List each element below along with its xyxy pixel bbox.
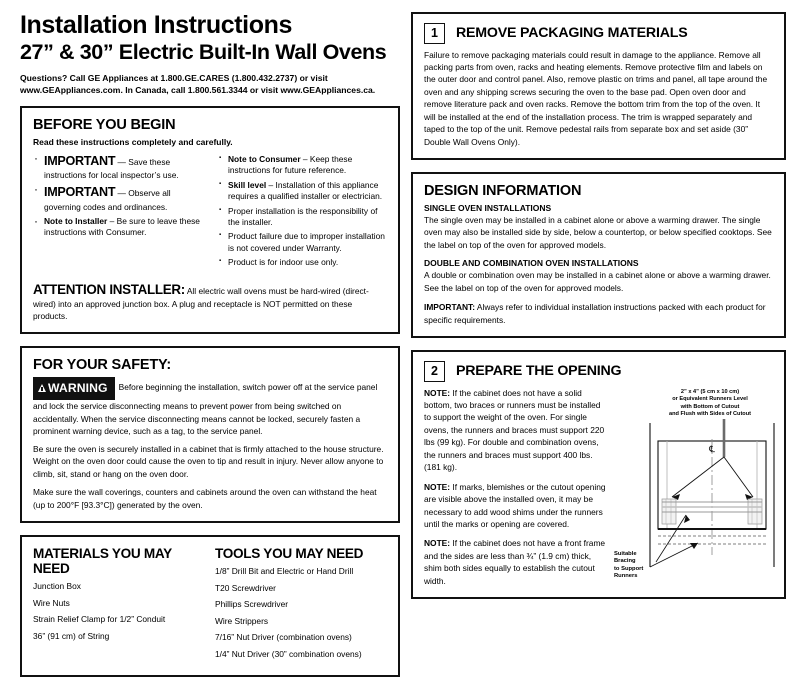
double-oven-body: A double or combination oven may be installed in a cabinet alone or above a warming drawer. See the label on top of the oven for approved models. xyxy=(424,270,771,293)
note-label: NOTE: xyxy=(424,481,451,492)
list-item xyxy=(33,216,203,239)
tools-heading: TOOLS YOU MAY NEED xyxy=(215,545,364,561)
before-you-begin-left-list xyxy=(33,153,203,239)
step-1-panel xyxy=(411,12,786,160)
single-oven-heading: SINGLE OVEN INSTALLATIONS xyxy=(424,203,552,213)
masthead xyxy=(20,12,400,97)
left-column xyxy=(20,12,400,689)
materials-column xyxy=(33,546,205,665)
note-label: NOTE: xyxy=(424,387,451,398)
attention-installer-block xyxy=(33,281,387,323)
figure-caption xyxy=(614,389,792,419)
note-block xyxy=(424,537,606,587)
list-item-text: Proper installation is the responsibility of the installer. xyxy=(228,205,378,228)
materials-heading: MATERIALS YOU MAY NEED xyxy=(33,545,172,576)
note-block xyxy=(424,387,606,474)
list-item: 1/4” Nut Driver (30” combination ovens) xyxy=(215,648,362,659)
step-2-header xyxy=(424,361,773,382)
step-2-title: PREPARE THE OPENING xyxy=(455,363,622,380)
list-item xyxy=(33,153,203,182)
cutout-runners-figure xyxy=(614,387,792,588)
figure-caption-line4: and Flush with Sides of Cutout xyxy=(668,411,752,418)
list-item-keyword: IMPORTANT xyxy=(44,185,116,200)
list-item: Phillips Screwdriver xyxy=(215,599,289,610)
before-you-begin-right-list-wrap xyxy=(217,153,387,272)
list-item-text: – Installation of this appliance requires a qualified installer or electrician. xyxy=(228,179,383,202)
list-item-keyword: Note to Installer xyxy=(44,216,108,226)
note-text: If the cabinet does not have a front frame and the sides are less than ¾” (1.9 cm) thick, shim both sides equally to establish the cutout width. xyxy=(424,538,606,586)
attention-installer-text: All electric wall ovens must be hard-wired (direct-wired) into an approved junction box. A plug and receptacle is NOT permitted on these products. xyxy=(33,285,369,321)
list-item xyxy=(33,184,203,213)
warning-triangle-icon xyxy=(38,384,46,392)
bracing-label xyxy=(614,551,643,582)
note-label: NOTE: xyxy=(424,538,451,549)
bracing-label-line4: Runners xyxy=(614,573,638,580)
list-item-text: – Keep these instructions for future reference. xyxy=(228,153,353,176)
list-item: Junction Box xyxy=(33,580,81,591)
figure-caption-line1: 2” x 4” (5 cm x 10 cm) xyxy=(680,388,740,395)
contact-line1: Questions? Call GE Appliances at 1.800.GE.CARES (1.800.432.2737) or visit xyxy=(20,73,328,84)
list-item xyxy=(217,206,387,229)
double-oven-heading: DOUBLE AND COMBINATION OVEN INSTALLATIONS xyxy=(424,258,639,269)
list-item xyxy=(217,231,387,254)
before-you-begin-left-list-wrap xyxy=(33,153,203,272)
list-item-keyword: Note to Consumer xyxy=(228,153,301,164)
list-item-text: – Be sure to leave these instructions with Consumer. xyxy=(44,216,200,238)
figure-caption-line3: with Bottom of Cutout xyxy=(680,403,740,410)
bracing-label-line1: Suitable xyxy=(614,550,637,557)
before-you-begin-lead: Read these instructions completely and carefully. xyxy=(33,136,233,147)
list-item: T20 Screwdriver xyxy=(215,582,276,593)
list-item-text: — Save these instructions for local inspector’s use. xyxy=(44,156,179,181)
figure-caption-line2: or Equivalent Runners Level xyxy=(672,396,748,403)
bracing-label-line3: to Support xyxy=(614,565,644,572)
before-you-begin-right-list xyxy=(217,154,387,269)
warning-badge xyxy=(33,377,115,400)
design-information-heading: DESIGN INFORMATION xyxy=(424,183,582,199)
safety-paragraph-1-text: Before beginning the installation, switch power off at the service panel and lock the service disconnecting means to prevent power from being switched on accidentally. When the service disconnecting means cannot be locked, securely fasten a prominent warning device, such as a tag, to the service panel. xyxy=(33,382,378,437)
step-1-title: REMOVE PACKAGING MATERIALS xyxy=(455,25,688,42)
list-item-keyword: Skill level xyxy=(228,179,267,190)
list-item xyxy=(217,180,387,203)
list-item: 36” (91 cm) of String xyxy=(33,630,110,641)
list-item: Strain Relief Clamp for 1/2” Conduit xyxy=(33,614,166,625)
before-you-begin-heading: BEFORE YOU BEGIN xyxy=(33,116,176,133)
list-item: Wire Nuts xyxy=(33,597,70,608)
tools-list xyxy=(215,566,387,659)
for-your-safety-panel xyxy=(20,346,400,523)
list-item-text: — Observe all governing codes and ordinances. xyxy=(44,188,171,212)
materials-list xyxy=(33,581,205,641)
list-item: Wire Strippers xyxy=(215,615,269,626)
attention-installer-label: ATTENTION INSTALLER: xyxy=(33,281,185,297)
tools-column xyxy=(215,546,387,665)
note-text: If marks, blemishes or the cutout opening are visible above the installed oven, it may be necessary to add wood shims under the runners until the marks or opening are covered. xyxy=(424,481,606,529)
step-1-body: Failure to remove packaging materials could result in damage to the appliance. Remove all packing parts from oven, racks and heating elements. Remove protective film and labels on the outer door and control panel. Also, remove plastic on trims and panel, all tape around the oven and any shipping screws securing the oven to the base pad. Open oven door and remove literature pack and oven racks. Remove the bottom trim from the top of the oven. It will be installed at the end of the installation process. The trim is wrapped separately and taped to the top of the unit. Remove pedestal rails from separate box and set aside (30” Double Wall Ovens Only). xyxy=(424,49,768,147)
centerline-symbol: ℄ xyxy=(709,443,715,454)
list-item: 7/16” Nut Driver (combination ovens) xyxy=(215,632,352,643)
design-important-label: IMPORTANT: xyxy=(424,302,476,313)
safety-paragraph-2: Be sure the oven is securely installed in a cabinet that is firmly attached to the house structure. Weight on the oven door could cause the oven to tip and result in injury. Never allow anyone to climb, sit, stand or hang on the oven door. xyxy=(33,443,384,479)
single-oven-body: The single oven may be installed in a cabinet alone or above a warming drawer. The single oven may also be installed side by side, below a countertop, or below specified cooktops. See the label on top of the oven for approved models. xyxy=(424,215,772,250)
contact-line2: www.GEAppliances.com. In Canada, call 1.800.561.3344 or visit www.GEAppliances.ca. xyxy=(20,85,376,96)
list-item xyxy=(217,154,387,177)
before-you-begin-panel xyxy=(20,106,400,335)
single-oven-block xyxy=(424,203,773,251)
design-information-panel xyxy=(411,172,786,338)
safety-paragraph-1 xyxy=(33,377,387,437)
note-block xyxy=(424,481,606,531)
materials-and-tools-panel xyxy=(20,535,400,677)
step-2-panel xyxy=(411,350,786,599)
contact-info xyxy=(20,72,400,96)
for-your-safety-heading: FOR YOUR SAFETY: xyxy=(33,357,172,374)
safety-paragraph-3: Make sure the wall coverings, counters and cabinets around the oven can withstand the heat (up to 200°F [93.3°C]) generated by the oven. xyxy=(33,487,377,510)
list-item-keyword: IMPORTANT xyxy=(44,153,116,168)
list-item-text: Product failure due to improper installation is not covered under Warranty. xyxy=(228,231,385,253)
list-item: 1/8” Drill Bit and Electric or Hand Drill xyxy=(215,565,354,576)
step-2-notes xyxy=(424,387,606,588)
design-important-body: Always refer to individual installation instructions packed with each product for specific requirements. xyxy=(424,302,766,325)
page-title-line2: 27” & 30” Electric Built-In Wall Ovens xyxy=(20,39,387,64)
step-1-number: 1 xyxy=(424,23,445,44)
note-text: If the cabinet does not have a solid bottom, two braces or runners must be installed to support the weight of the oven. For single ovens, the runners and braces must support 220 lbs (99 kg). For double and combination ovens, the runners and braces must support 400 lbs. (181 kg). xyxy=(424,387,605,473)
design-important-text xyxy=(424,301,773,326)
step-1-header xyxy=(424,23,773,44)
bracing-label-line2: Bracing xyxy=(614,558,636,565)
list-item xyxy=(217,257,387,268)
page-title-line1: Installation Instructions xyxy=(20,11,292,39)
double-oven-block xyxy=(424,258,773,294)
design-important-block xyxy=(424,301,773,326)
right-column xyxy=(411,12,786,611)
step-2-number: 2 xyxy=(424,361,445,382)
warning-badge-label: WARNING xyxy=(48,381,108,396)
list-item-text: Product is for indoor use only. xyxy=(228,257,339,268)
figure-drawing xyxy=(614,419,792,569)
